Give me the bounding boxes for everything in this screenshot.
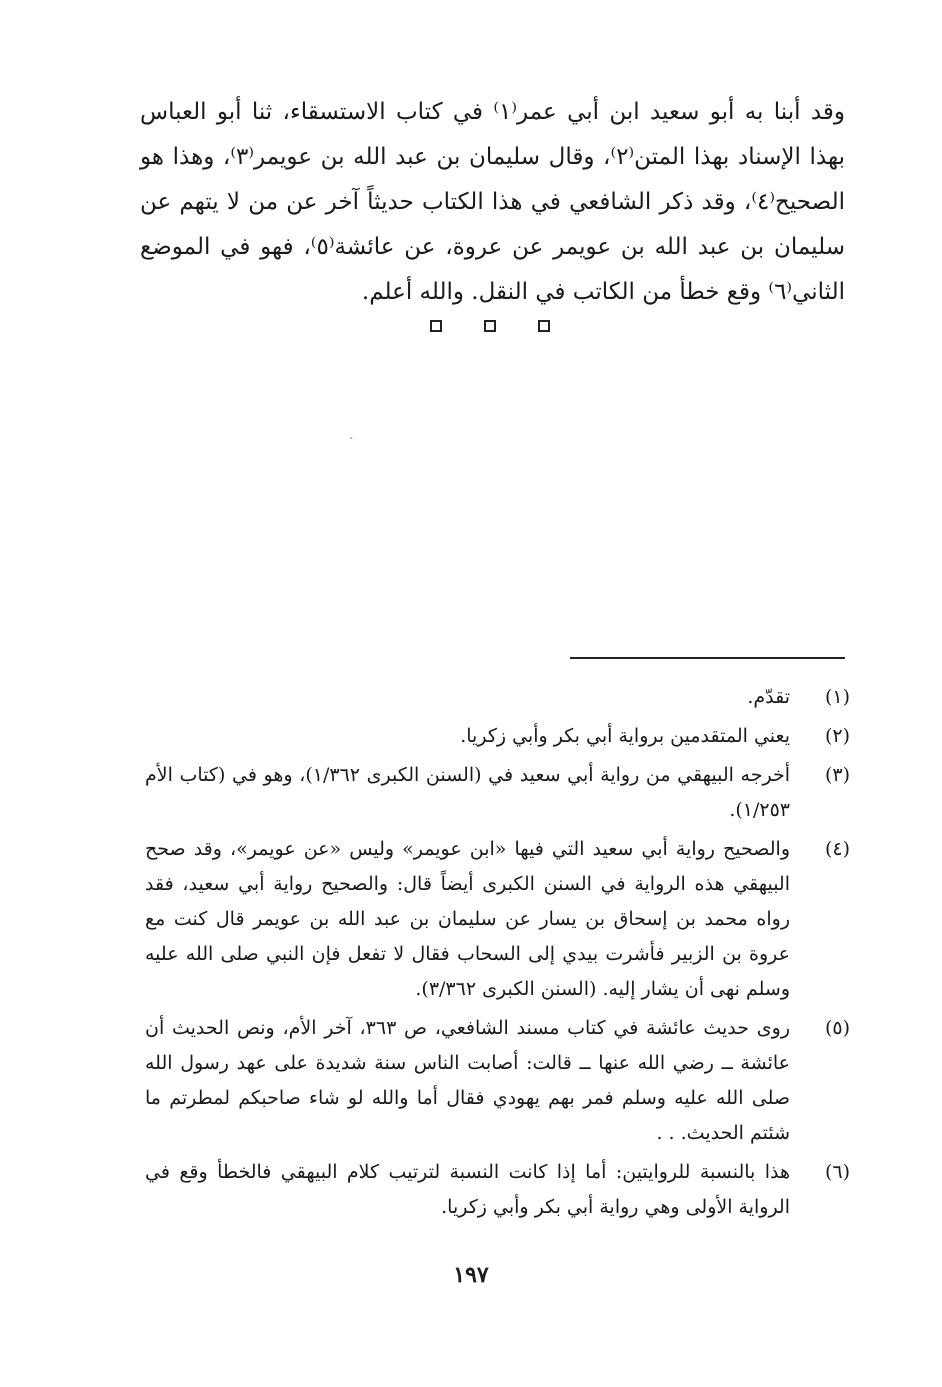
footnote-item (145, 758, 850, 828)
footnote-number: (١) (824, 686, 850, 708)
footnote-number: (٥) (824, 1017, 850, 1039)
footnote-text: هذا بالنسبة للروايتين: أما إذا كانت النسبة لترتيب كلام البيهقي فالخطأ وقع في الرواية الأولى وهي رواية أبي بكر وأبي زكريا. (145, 1161, 790, 1218)
footnote-number: (٢) (824, 725, 850, 747)
separator-square-icon (430, 320, 442, 332)
footnote-item (145, 680, 850, 715)
footnote-number: (٤) (824, 838, 850, 860)
footnote-divider (570, 657, 845, 659)
footnote-text: أخرجه البيهقي من رواية أبي سعيد في (السنن الكبرى ١/٣٦٢)، وهو في (كتاب الأم ١/٢٥٣). (145, 764, 790, 821)
footnotes-list (145, 680, 850, 1229)
footnote-text: والصحيح رواية أبي سعيد التي فيها «ابن عويمر» وليس «عن عويمر»، وقد صحح البيهقي هذه الرواية في السنن الكبرى أيضاً قال: والصحيح رواية أبي سعيد، فقد رواه محمد بن إسحاق بن يسار عن سليمان بن عبد الله بن عويمر قال كنت مع عروة بن الزبير فأشرت بيدي إلى السحاب فقال لا تفعل فإن النبي صلى الله عليه وسلم نهى أن يشار إليه. (السنن الكبرى ٣/٣٦٢). (145, 838, 790, 1000)
separator-square-icon (538, 320, 550, 332)
footnote-item (145, 1155, 850, 1225)
footnote-number: (٣) (824, 764, 850, 786)
footnote-item (145, 832, 850, 1007)
separator-square-icon (484, 320, 496, 332)
footnote-text: يعني المتقدمين برواية أبي بكر وأبي زكريا. (460, 725, 790, 747)
footnote-text: روى حديث عائشة في كتاب مسند الشافعي، ص ٣٦٣، آخر الأم، ونص الحديث أن عائشة ــ رضي الله عنها ــ قالت: أصابت الناس سنة شديدة على عهد رسول الله صلى الله عليه وسلم فمر بهم يهودي فقال أما والله لو شاء صاحبكم لمطرتم ما شئتم الحديث. . . (145, 1017, 790, 1144)
footnote-item (145, 1011, 850, 1151)
footnote-text: تقدّم. (747, 686, 790, 708)
page-number: ١٩٧ (453, 1262, 489, 1288)
main-paragraph: وقد أبنا به أبو سعيد ابن أبي عمر⁽١⁾ في كتاب الاستسقاء، ثنا أبو العباس بهذا الإسناد بهذا المتن⁽٢⁾، وقال سليمان بن عبد الله بن عويمر⁽٣⁾، وهذا هو الصحيح⁽٤⁾، وقد ذكر الشافعي في هذا الكتاب حديثاً آخر عن من لا يتهم عن سليمان بن عبد الله بن عويمر عن عروة، عن عائشة⁽٥⁾، فهو في الموضع الثاني⁽٦⁾ وقع خطأ من الكاتب في النقل. والله أعلم. (140, 99, 846, 305)
footnote-number: (٦) (824, 1161, 850, 1183)
main-text-block (140, 90, 845, 315)
section-separator (430, 320, 550, 340)
footnote-item (145, 719, 850, 754)
